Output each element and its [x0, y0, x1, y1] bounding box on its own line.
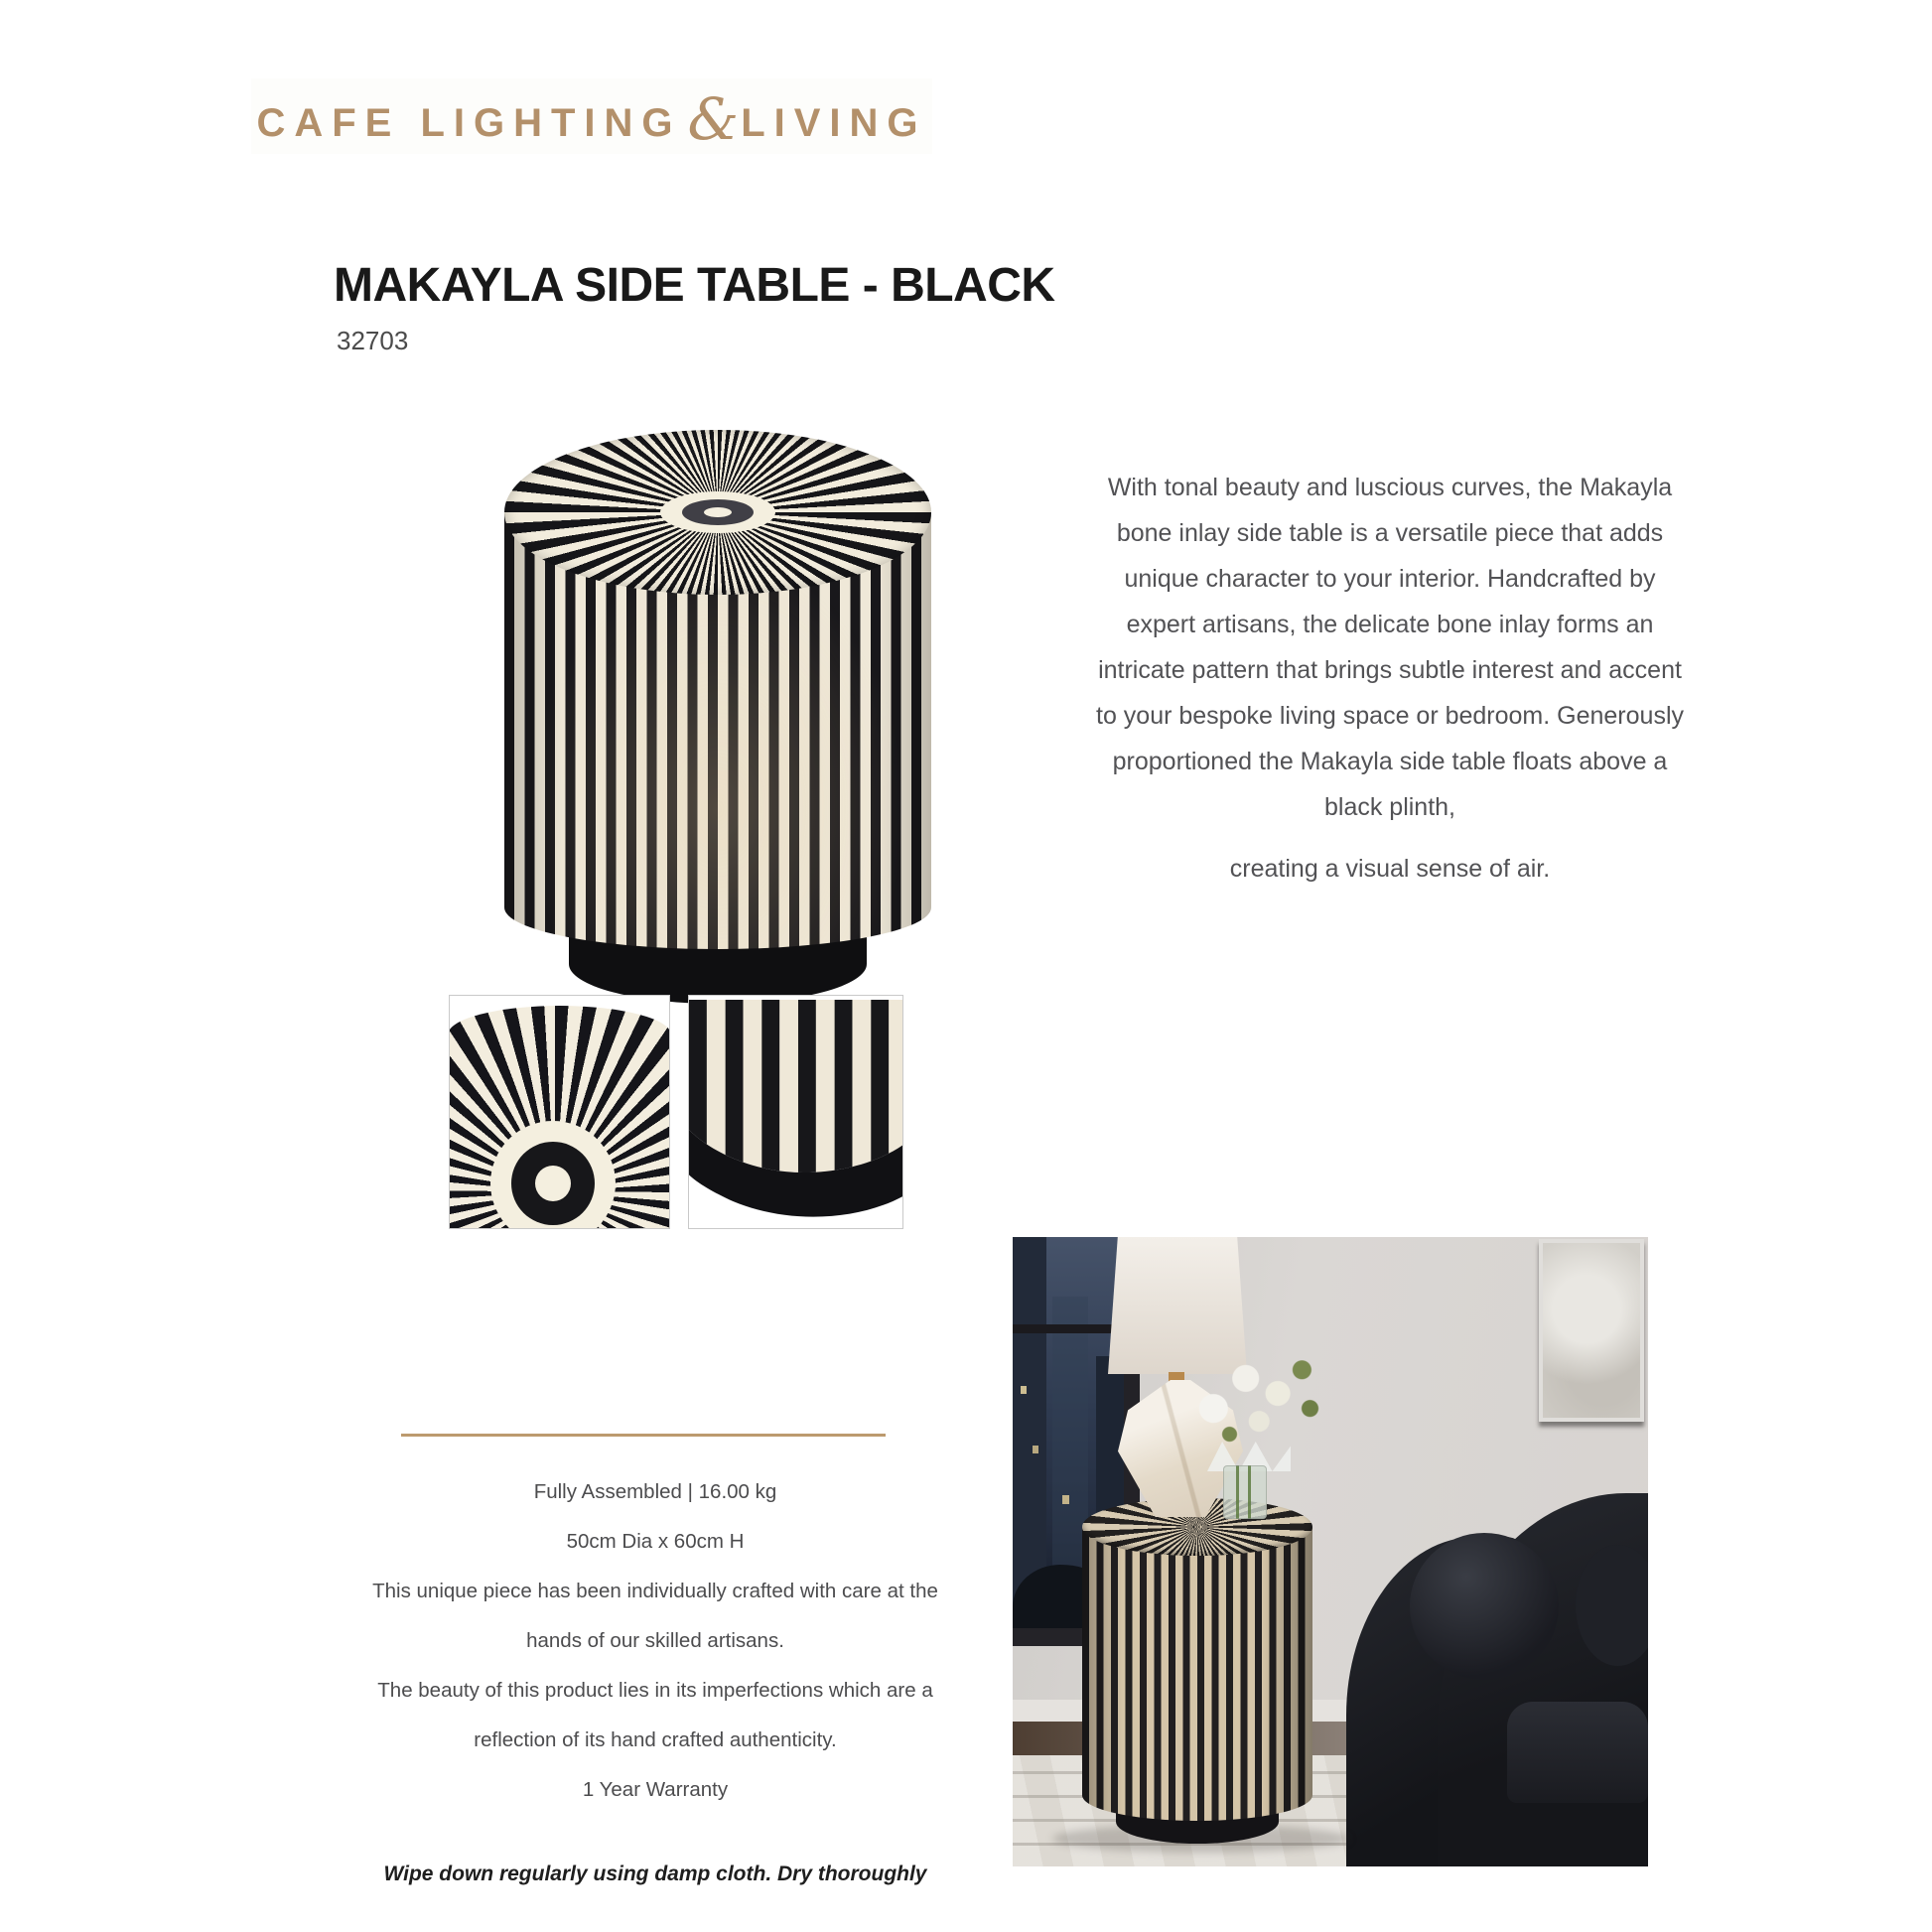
flower-bouquet	[1189, 1346, 1323, 1453]
spec-line-assembly-weight: Fully Assembled | 16.00 kg	[533, 1480, 777, 1503]
spec-line-warranty: 1 Year Warranty	[582, 1778, 729, 1801]
lit-window-icon	[1033, 1446, 1038, 1453]
spec-line-beauty-1: The beauty of this product lies in its imperfections which are a	[377, 1679, 933, 1702]
care-instructions: Wipe down regularly using damp cloth. Dry thoroughly	[383, 1863, 927, 1885]
brand-logo	[251, 78, 932, 154]
spec-list	[328, 1467, 983, 1815]
top-bullseye-center	[704, 507, 732, 517]
thumbnail-base-drawing	[689, 996, 902, 1228]
lit-window-icon	[1021, 1386, 1027, 1394]
thumbnail-top-detail	[449, 995, 670, 1229]
flower-vase	[1223, 1465, 1267, 1519]
spec-line-beauty-2: reflection of its hand crafted authenticity.	[474, 1728, 837, 1751]
spec-line-crafted-2: hands of our skilled artisans.	[526, 1629, 784, 1652]
description-tagline: creating a visual sense of air.	[1229, 855, 1551, 883]
product-main-image	[504, 430, 931, 1016]
lit-window-icon	[1062, 1495, 1069, 1504]
thumbnail-base-detail	[688, 995, 903, 1229]
brand-name-prefix: CAFE LIGHTING	[256, 101, 682, 145]
thumbnail-bullseye-center	[535, 1166, 571, 1201]
product-description	[1092, 465, 1688, 892]
lifestyle-photo	[1013, 1237, 1648, 1866]
brand-logo-text	[256, 82, 927, 153]
window-muntin-bar	[1013, 1324, 1124, 1333]
spec-line-dimensions: 50cm Dia x 60cm H	[566, 1530, 745, 1553]
wall-art-frame	[1539, 1239, 1644, 1422]
description-paragraph: With tonal beauty and luscious curves, the Makayla bone inlay side table is a versatile piece that adds unique character to your interior. Handcrafted by expert artisans, the delicate bone inlay forms an intricate pattern that brings subtle interest and accent to your bespoke living space or bedroom. Generously proportioned the Makayla side table floats above a black plinth,	[1096, 474, 1684, 821]
lifestyle-table-body	[1082, 1527, 1312, 1821]
sofa-ball-cushion	[1410, 1533, 1559, 1680]
lifestyle-side-table	[1082, 1498, 1312, 1846]
spec-line-crafted-1: This unique piece has been individually crafted with care at the	[372, 1580, 938, 1602]
sofa-seat-cushion	[1507, 1702, 1648, 1803]
product-sku: 32703	[337, 326, 409, 355]
brand-ampersand-glyph: &	[687, 85, 740, 153]
table-radial-top	[504, 430, 931, 595]
page-title: MAKAYLA SIDE TABLE - BLACK	[334, 259, 1055, 312]
divider-line	[401, 1434, 886, 1437]
brand-name-suffix: LIVING	[741, 101, 927, 145]
